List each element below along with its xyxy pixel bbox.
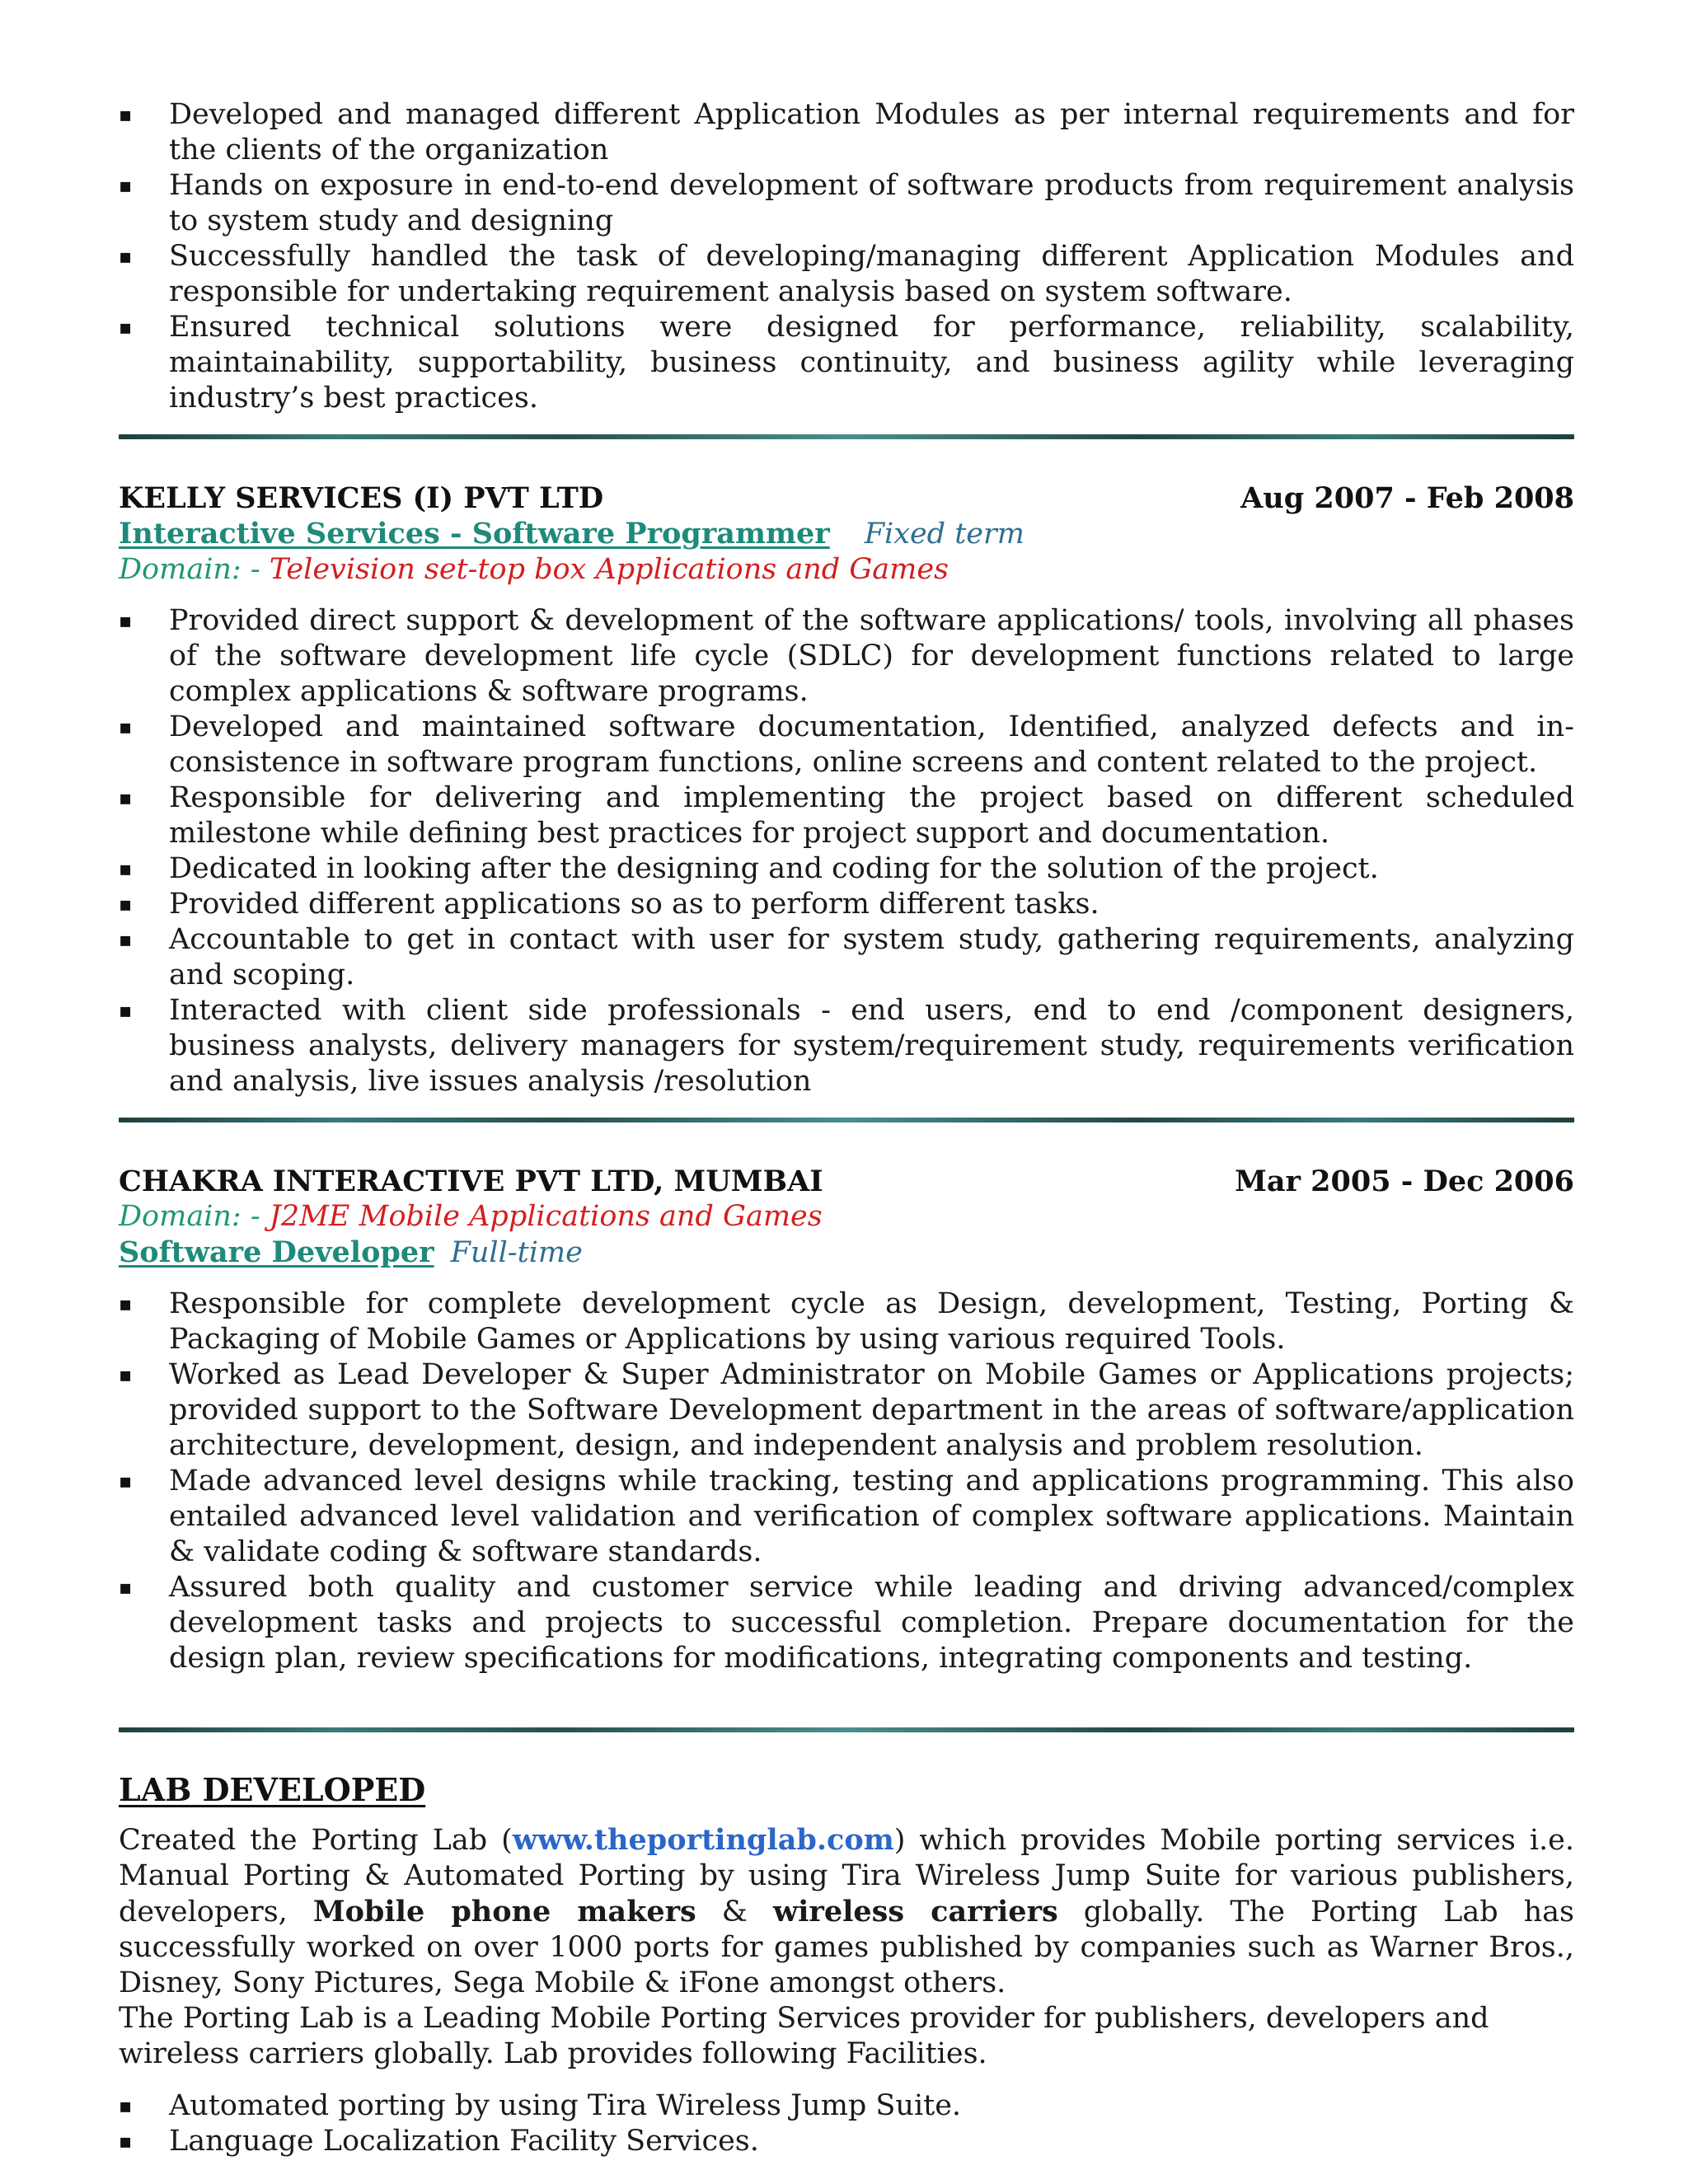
domain-line — [119, 1199, 1574, 1235]
bullet-icon: ▪ — [119, 609, 133, 632]
list-item: ▪ Worked as Lead Developer & Super Administrator on Mobile Games or Applications projects; provided support to the Software Development department in the areas of software/application architecture, development, design, and independent analysis and problem resolution. — [119, 1358, 1574, 1462]
job-chakra-interactive — [119, 1164, 1574, 1676]
bullet-icon: ▪ — [119, 1363, 133, 1386]
role-row — [119, 1235, 1574, 1271]
bullet-icon: ▪ — [119, 2094, 133, 2117]
list-item: ▪ Interacted with client side professionals - end users, end to end /component designers, business analysts, delivery managers for system/requirement study, requirements verification and analysis, live issues analysis /resolution — [119, 994, 1574, 1098]
section-divider — [119, 1727, 1574, 1732]
lab-paragraph-2: The Porting Lab is a Leading Mobile Porting Services provider for publishers, developers and wireless carriers globally. Lab provides following Facilities. — [119, 2002, 1489, 2070]
list-item: ▪ Developed and maintained software documentation, Identified, analyzed defects and in-consistence in software program functions, online screens and content related to the project. — [119, 710, 1574, 779]
list-item: ▪ Responsible for complete development cycle as Design, development, Testing, Porting & Packaging of Mobile Games or Applications by using various required Tools. — [119, 1287, 1574, 1356]
bullet-icon: ▪ — [119, 316, 133, 339]
section-divider — [119, 1118, 1574, 1122]
list-item: ▪ Accountable to get in contact with user for system study, gathering requirements, analyzing and scoping. — [119, 923, 1574, 991]
chakra-bullets — [119, 1286, 1574, 1676]
domain-label: Domain: - — [119, 553, 270, 586]
employment-term: Fixed term — [864, 518, 1025, 551]
domain-value: Television set-top box Applications and Games — [269, 553, 950, 586]
domain-value: J2ME Mobile Applications and Games — [269, 1200, 823, 1233]
bullet-icon: ▪ — [119, 174, 133, 197]
domain-label: Domain: - — [119, 1200, 270, 1233]
list-item: ▪ Made advanced level designs while tracking, testing and applications programming. This also entailed advanced level validation and verification of complex software applications. Maintain & validate coding & software standards. — [119, 1465, 1574, 1568]
list-item: ▪ Ensured technical solutions were designed for performance, reliability, scalability, maintainability, supportability, business continuity, and business agility while leveraging industry’s best practices. — [119, 311, 1574, 415]
bullet-icon: ▪ — [119, 857, 133, 880]
bullet-icon: ▪ — [119, 893, 133, 916]
list-item: ▪ Hands on exposure in end-to-end development of software products from requirement analysis to system study and designing — [119, 169, 1574, 237]
list-item: ▪ Automated porting by using Tira Wireless Jump Suite. — [119, 2089, 962, 2122]
company-name: KELLY SERVICES (I) PVT LTD — [119, 481, 604, 515]
resume-page — [119, 97, 1574, 2159]
bullet-icon: ▪ — [119, 2130, 133, 2153]
bullet-icon: ▪ — [119, 1469, 133, 1493]
porting-lab-link[interactable]: www.theportinglab.com — [512, 1823, 894, 1857]
bullet-icon: ▪ — [119, 103, 133, 126]
lab-bullets — [119, 2088, 1574, 2159]
company-header — [119, 1164, 1574, 1199]
company-header — [119, 480, 1574, 516]
role-title: Interactive Services - Software Programmer — [119, 517, 830, 551]
previous-role-bullets — [119, 97, 1574, 416]
bullet-icon: ▪ — [119, 1576, 133, 1599]
job-dates: Mar 2005 - Dec 2006 — [1235, 1165, 1574, 1198]
company-name: CHAKRA INTERACTIVE PVT LTD, MUMBAI — [119, 1165, 823, 1198]
bullet-icon: ▪ — [119, 999, 133, 1022]
bullet-icon: ▪ — [119, 245, 133, 268]
kelly-bullets — [119, 603, 1574, 1099]
employment-term: Full-time — [450, 1236, 583, 1269]
list-item: ▪ Provided different applications so as to perform different tasks. — [119, 888, 1100, 921]
list-item: ▪ Responsible for delivering and implementing the project based on different scheduled milestone while defining best practices for project support and documentation. — [119, 781, 1574, 850]
lab-paragraph-1: Created the Porting Lab (www.theportinglab.com) which provides Mobile porting services i.e. Manual Porting & Automated Porting by using Tira Wireless Jump Suite for various publishers, developers, Mobile phone makers & wireless carriers globally. The Porting Lab has successfully worked on over 1000 ports for games published by companies such as Warner Bros., Disney, Sony Pictures, Sega Mobile & iFone amongst others. — [119, 1823, 1574, 1999]
list-item: ▪ Provided direct support & development of the software applications/ tools, involving all phases of the software development life cycle (SDLC) for development functions related to large complex applications & software programs. — [119, 604, 1574, 708]
list-item: ▪ Language Localization Facility Services. — [119, 2125, 759, 2158]
role-row — [119, 516, 1574, 552]
role-title: Software Developer — [119, 1235, 434, 1269]
domain-line — [119, 552, 1574, 588]
section-heading: LAB DEVELOPED — [119, 1771, 426, 1808]
job-kelly-services — [119, 480, 1574, 1099]
bullet-icon: ▪ — [119, 928, 133, 951]
bullet-icon: ▪ — [119, 715, 133, 738]
list-item: ▪ Developed and managed different Application Modules as per internal requirements and for the clients of the organization — [119, 98, 1574, 166]
list-item: ▪ Dedicated in looking after the designing and coding for the solution of the project. — [119, 852, 1379, 885]
bullet-icon: ▪ — [119, 1292, 133, 1315]
lab-developed-section — [119, 1772, 1574, 2159]
section-divider — [119, 434, 1574, 439]
job-dates: Aug 2007 - Feb 2008 — [1240, 481, 1574, 515]
bullet-icon: ▪ — [119, 786, 133, 809]
list-item: ▪ Successfully handled the task of developing/managing different Application Modules and responsible for undertaking requirement analysis based on system software. — [119, 240, 1574, 308]
list-item: ▪ Assured both quality and customer service while leading and driving advanced/complex development tasks and projects to successful completion. Prepare documentation for the design plan, review specifications for modifications, integrating components and testing. — [119, 1571, 1574, 1675]
